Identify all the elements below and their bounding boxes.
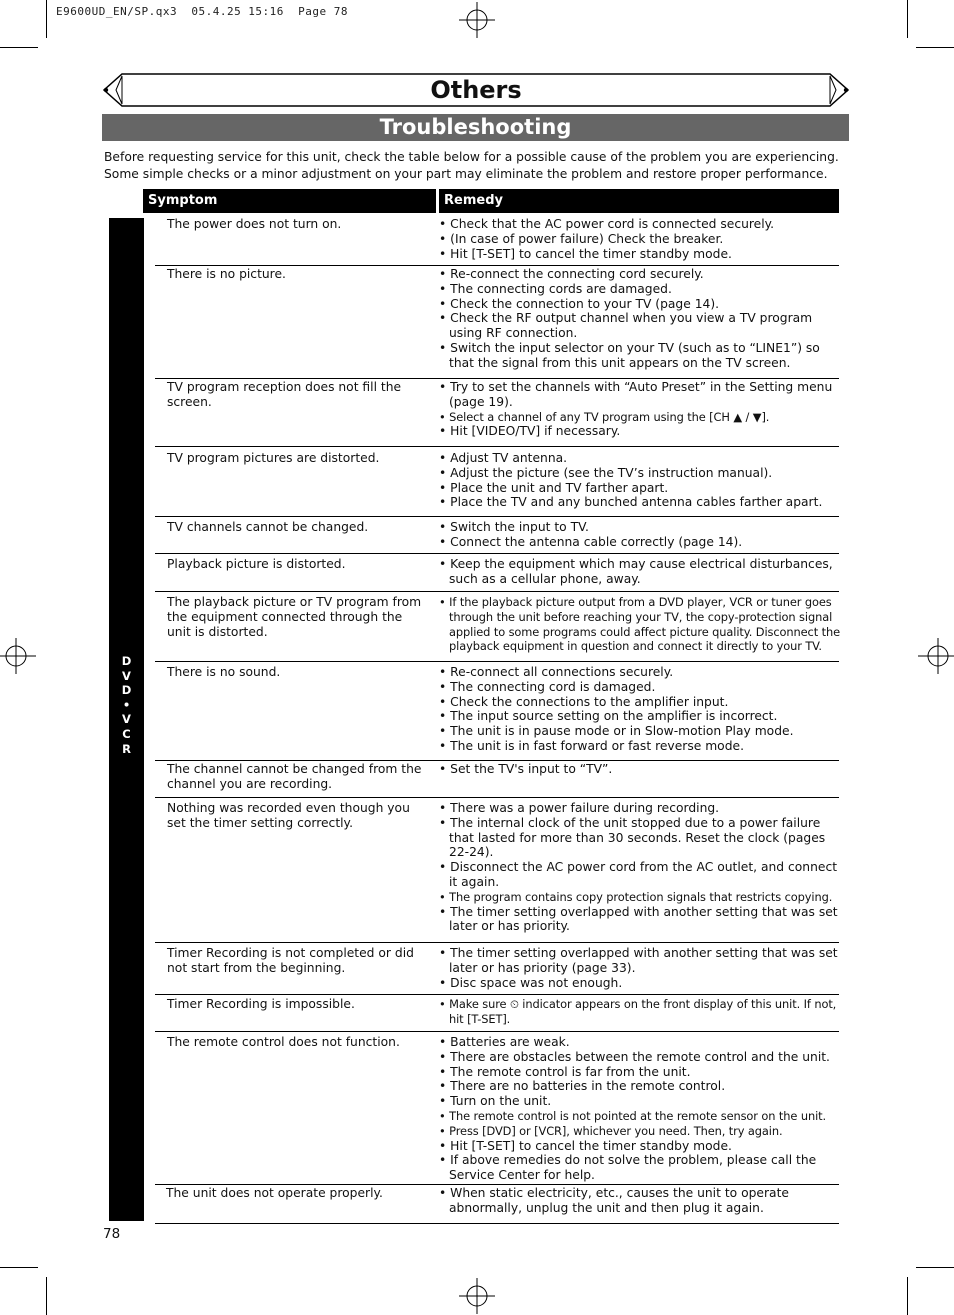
crop-mark: [907, 0, 908, 38]
crop-mark: [907, 1277, 908, 1315]
table-row: [155, 592, 839, 662]
remedy-item: • (In case of power failure) Check the breaker.: [439, 231, 724, 246]
page-title: Others: [430, 76, 522, 104]
remedy-item: • The input source setting on the amplifier is incorrect.: [439, 709, 778, 724]
remedy-item: • Try to set the channels with “Auto Preset” in the Setting menu (page 19).: [439, 380, 833, 409]
remedy-item: • The connecting cord is damaged.: [439, 679, 656, 694]
remedy-item: • There are no batteries in the remote control.: [439, 1079, 726, 1094]
table-row: [155, 1032, 839, 1185]
symptom-text: Timer Recording is not completed or did not start from the beginning.: [167, 946, 414, 975]
crop-mark: [916, 1267, 954, 1268]
table-row: [155, 1185, 839, 1224]
side-tab-dvd-vcr: [109, 218, 144, 1221]
remedy-item: • There are obstacles between the remote control and the unit.: [439, 1049, 830, 1064]
intro-text: [104, 149, 844, 182]
crop-mark: [46, 0, 47, 38]
symptom-column-header: Symptom: [143, 189, 436, 213]
remedy-item: • Disc space was not enough.: [439, 975, 623, 990]
remedy-item: • Disconnect the AC power cord from the AC outlet, and connect it again.: [439, 860, 838, 889]
remedy-item: • Place the unit and TV farther apart.: [439, 480, 669, 495]
remedy-item: • Connect the antenna cable correctly (page 14).: [439, 534, 743, 549]
remedy-item: • Hit [VIDEO/TV] if necessary.: [439, 424, 621, 439]
remedy-item: • The internal clock of the unit stopped due to a power failure that lasted for more than 30 seconds. Reset the clock (pages 22-24).: [439, 815, 826, 860]
symptom-text: The channel cannot be changed from the channel you are recording.: [167, 762, 422, 791]
table-row: [155, 379, 839, 447]
registration-mark-icon: [459, 1278, 495, 1314]
crop-mark: [916, 47, 954, 48]
intro-line: Before requesting service for this unit, check the table below for a possible cause of the problem you are experiencing.: [104, 150, 839, 164]
remedy-item: • Hit [T-SET] to cancel the timer standby mode.: [439, 246, 732, 261]
remedy-item: • The remote control is far from the unit.: [439, 1064, 691, 1079]
remedy-item: • If the playback picture output from a DVD player, VCR or tuner goes through the unit before reaching your TV, the copy-protection signal applied to some programs could affect picture quality. Disconnect the playback equipment in question and connect it directly to your TV.: [439, 595, 840, 654]
remedy-item: • Adjust TV antenna.: [439, 451, 568, 465]
symptom-text: Timer Recording is impossible.: [167, 997, 355, 1011]
remedy-item: • The timer setting overlapped with another setting that was set later or has priority.: [439, 904, 838, 934]
table-row: [155, 662, 839, 761]
remedy-list: [439, 267, 841, 371]
table-row: [155, 995, 839, 1032]
remedy-list: [439, 217, 841, 261]
side-tab-letter: V: [122, 668, 131, 683]
remedy-item: • The timer setting overlapped with another setting that was set later or has priority (page 33).: [439, 946, 838, 975]
remedy-list: [439, 451, 841, 510]
table-row: [155, 943, 839, 995]
symptom-text: TV program reception does not fill the screen.: [167, 380, 402, 409]
symptom-text: The power does not turn on.: [167, 217, 342, 231]
remedy-item: • Re-connect the connecting cord securely.: [439, 267, 704, 281]
symptom-text: TV program pictures are distorted.: [167, 451, 380, 465]
symptom-text: There is no picture.: [167, 267, 286, 281]
remedy-list: [439, 665, 841, 754]
remedy-list: [439, 801, 841, 934]
remedy-list: [439, 1186, 841, 1216]
remedy-item: • Press [DVD] or [VCR], whichever you need. Then, try again.: [439, 1123, 783, 1138]
crop-mark: [0, 47, 38, 48]
side-tab-letter: D: [121, 683, 132, 698]
symptom-text: There is no sound.: [167, 665, 281, 679]
remedy-item: • Turn on the unit.: [439, 1094, 552, 1109]
symptom-text: The remote control does not function.: [167, 1035, 400, 1049]
table-row: [155, 212, 839, 266]
remedy-item: • Check the RF output channel when you view a TV program using RF connection.: [439, 311, 813, 341]
crop-mark: [46, 1277, 47, 1315]
remedy-item: • The remote control is not pointed at the remote sensor on the unit.: [439, 1108, 827, 1123]
table-row: [155, 554, 839, 592]
remedy-item: • The unit is in pause mode or in Slow-motion Play mode.: [439, 724, 794, 739]
remedy-item: • Keep the equipment which may cause electrical disturbances, such as a cellular phone, away.: [439, 557, 833, 586]
remedy-item: • The program contains copy protection signals that restricts copying.: [439, 889, 833, 904]
remedy-list: [439, 557, 841, 587]
intro-line: Some simple checks or a minor adjustment on your part may eliminate the problem and restore proper performance.: [104, 166, 828, 181]
remedy-item: • The connecting cords are damaged.: [439, 281, 672, 296]
registration-mark-icon: [918, 638, 954, 674]
side-tab-letter: C: [122, 726, 131, 741]
table-row: [155, 447, 839, 517]
remedy-item: • There was a power failure during recording.: [439, 801, 720, 815]
remedy-item: • Check the connection to your TV (page 14).: [439, 296, 720, 311]
table-row: [155, 798, 839, 943]
remedy-item: • Set the TV's input to “TV”.: [439, 762, 613, 776]
symptom-text: The unit does not operate properly.: [166, 1186, 383, 1200]
side-tab-letter: D: [121, 654, 132, 668]
registration-mark-icon: [459, 2, 495, 38]
section-title: Troubleshooting: [102, 114, 849, 141]
remedy-item: • When static electricity, etc., causes the unit to operate abnormally, unplug the unit and then plug it again.: [439, 1186, 789, 1215]
page-number: 78: [103, 1226, 121, 1242]
remedy-column-header: Remedy: [439, 189, 839, 213]
registration-mark-icon: [0, 638, 36, 674]
remedy-item: • If above remedies do not solve the problem, please call the Service Center for help.: [439, 1153, 817, 1183]
symptom-text: Nothing was recorded even though you set the timer setting correctly.: [167, 801, 410, 830]
remedy-list: [439, 380, 841, 439]
remedy-item: • Adjust the picture (see the TV’s instruction manual).: [439, 465, 773, 480]
remedy-list: [439, 520, 841, 550]
symptom-text: TV channels cannot be changed.: [167, 520, 369, 534]
remedy-item: • Re-connect all connections securely.: [439, 665, 674, 679]
remedy-item: • Place the TV and any bunched antenna cables farther apart.: [439, 495, 823, 510]
remedy-item: • Check that the AC power cord is connected securely.: [439, 217, 775, 231]
print-header: E9600UD_EN/SP.qx3 05.4.25 15:16 Page 78: [56, 5, 349, 18]
remedy-list: [439, 1035, 841, 1183]
remedy-list: [439, 595, 841, 654]
table-row: [155, 761, 839, 798]
remedy-item: • Switch the input selector on your TV (such as to “LINE1”) so that the signal from this unit appears on the TV screen.: [439, 340, 820, 370]
remedy-list: [439, 946, 841, 990]
remedy-item: • Batteries are weak.: [439, 1035, 570, 1049]
side-tab-letter: R: [122, 741, 131, 756]
remedy-list: [439, 997, 841, 1027]
crop-mark: [0, 1267, 38, 1268]
remedy-list: [439, 762, 841, 777]
remedy-item: • The unit is in fast forward or fast reverse mode.: [439, 738, 744, 753]
table-row: [155, 517, 839, 554]
table-row: [155, 266, 839, 379]
remedy-item: • Check the connections to the amplifier input.: [439, 694, 729, 709]
remedy-item: • Select a channel of any TV program using the [CH ▲ / ▼].: [439, 409, 770, 424]
symptom-text: Playback picture is distorted.: [167, 557, 346, 571]
remedy-item: • Make sure ⏲ indicator appears on the front display of this unit. If not, hit [T-SET].: [439, 997, 837, 1026]
side-tab-letter: V: [122, 712, 131, 727]
side-tab-letter: •: [122, 697, 131, 712]
remedy-item: • Hit [T-SET] to cancel the timer standby mode.: [439, 1138, 732, 1153]
remedy-item: • Switch the input to TV.: [439, 520, 589, 534]
symptom-text: The playback picture or TV program from the equipment connected through the unit is distorted.: [167, 595, 422, 639]
